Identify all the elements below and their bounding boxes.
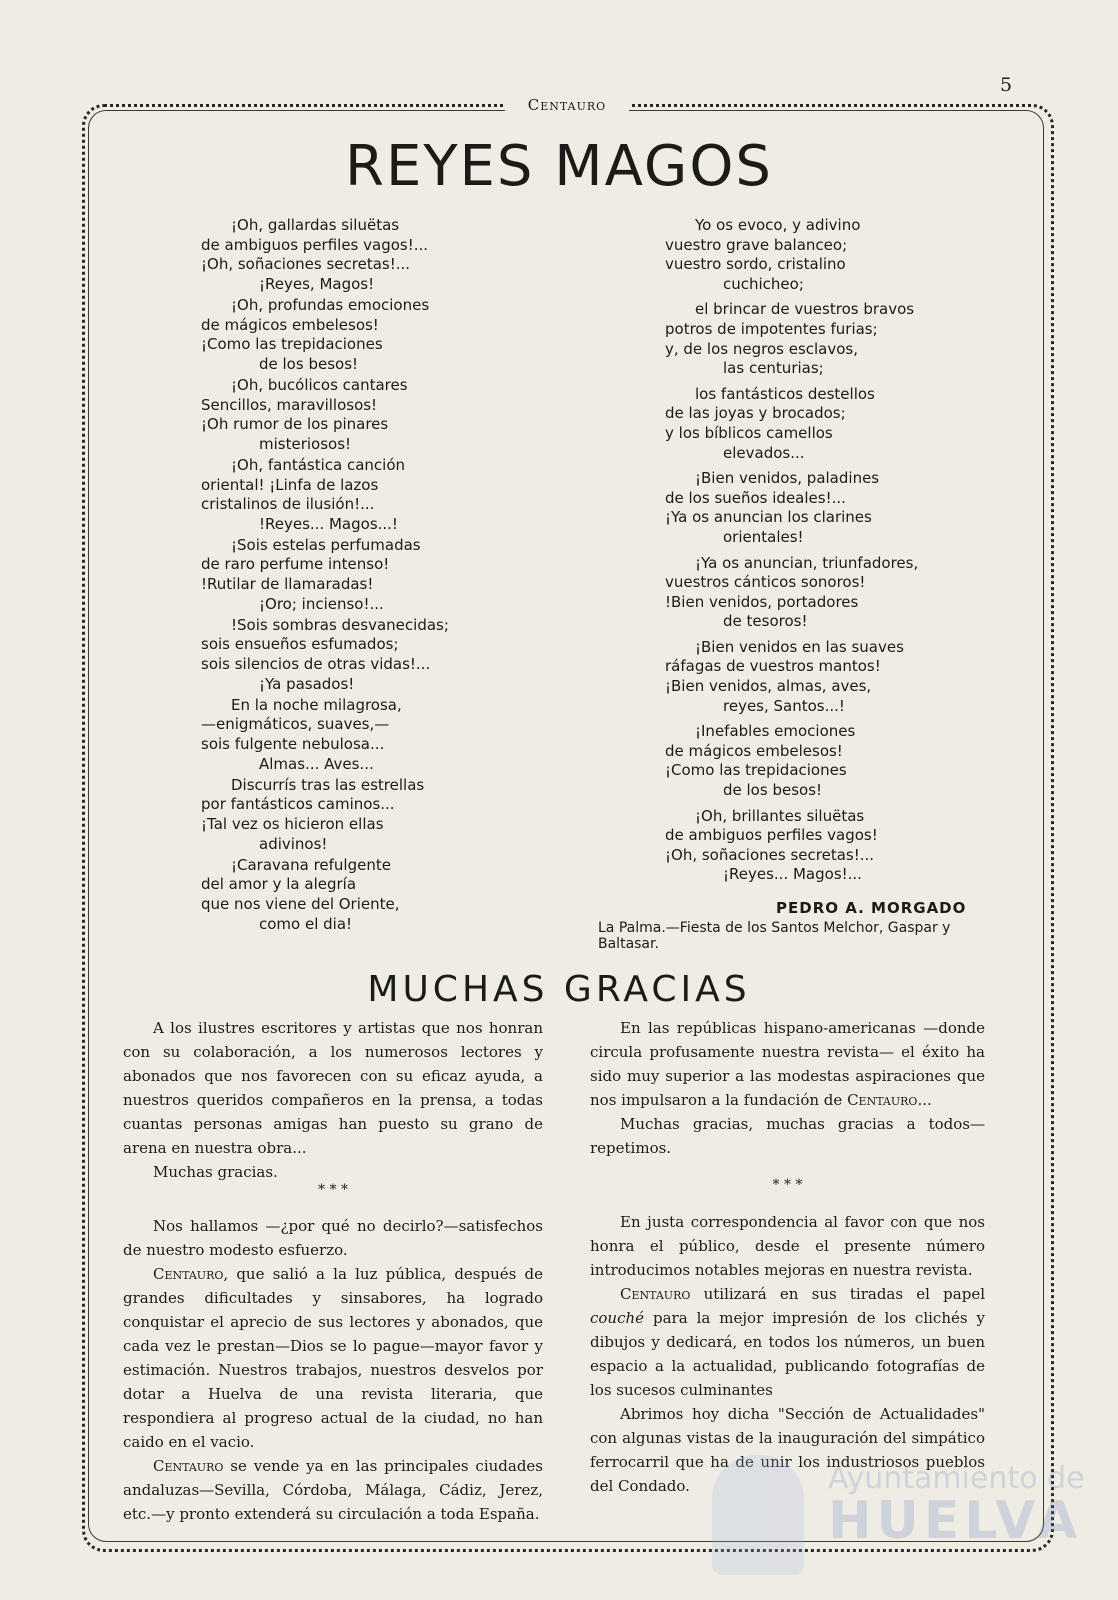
poem-line: ¡Oh, gallardas siluëtas (231, 216, 400, 234)
paragraph (590, 1016, 985, 1112)
poem-line: ráfagas de vuestros mantos! (665, 657, 881, 676)
poem-line: misteriosos! (259, 434, 352, 453)
paragraph: Nos hallamos —¿por qué no decirlo?—satisfechos de nuestro modesto esfuerzo. (123, 1217, 543, 1259)
emphasis-word: couché (590, 1309, 645, 1327)
poem-title: REYES MAGOS (345, 134, 773, 199)
poem-line: de los sueños ideales!... (665, 488, 846, 507)
poem-right-column (665, 216, 985, 891)
paragraph-text: se vende ya en las principales ciudades andaluzas—Sevilla, Córdoba, Málaga, Cádiz, Jerez, etc.—y pronto extenderá su circulación a toda España. (123, 1457, 543, 1523)
poem-line: !Bien venidos, portadores (665, 592, 859, 611)
paragraph-text: En las repúblicas hispano-americanas —donde circula profusamente nuestra revista— el éxito ha sido muy superior a las modestas aspiraciones que nos impulsaron a la fundación de (590, 1019, 985, 1109)
stanza (665, 638, 985, 716)
poem-line: ¡Oh, bucólicos cantares (231, 375, 408, 394)
poem-line: !Reyes... Magos...! (259, 514, 398, 533)
stanza (665, 216, 985, 294)
poem-line: ¡Oh, fantástica canción (231, 455, 406, 474)
paragraph: A los ilustres escritores y artistas que nos honran con su colaboración, a los numerosos lectores y abonados que nos favorecen con su eficaz ayuda, a nuestros queridos compañeros en la prensa, a todas cuantas personas amigas han puesto su grano de arena en nuestra obra... (123, 1019, 543, 1157)
poem-line: ¡Reyes... Magos!... (723, 865, 862, 884)
poem-line: de las joyas y brocados; (665, 404, 846, 423)
stanza (665, 554, 985, 632)
poem-line: orientales! (723, 527, 804, 546)
article-title: MUCHAS GRACIAS (367, 969, 751, 1010)
paragraph-text: , que salió a la luz pública, después de grandes dificultades y sinsabores, ha logrado conquistar el aprecio de sus lectores y abonados, que cada vez le prestan—Dios se lo pague—mayor favor y estimación. Nuestros trabajos, nuestros desvelos por dotar a Huelva de una revista literaria, que respondiera al progreso actual de la ciudad, no han caido en el vacio. (123, 1265, 543, 1451)
poem-line: ¡Oh, profundas emociones (231, 295, 430, 314)
paragraph (123, 1262, 543, 1454)
poem-line: ¡Bien venidos en las suaves (695, 637, 904, 656)
poem-line: vuestro grave balanceo; (665, 235, 848, 254)
poem-line: ¡Inefables emociones (695, 722, 856, 741)
article-left-column (123, 1016, 543, 1526)
page-number: 5 (1000, 74, 1013, 96)
poem-line: el brincar de vuestros bravos (695, 300, 915, 319)
paragraph: Muchas gracias. (153, 1163, 278, 1181)
paragraph: Muchas gracias, muchas gracias a todos—repetimos. (590, 1115, 985, 1157)
poem-line: elevados... (723, 443, 805, 462)
coat-of-arms-icon (712, 1455, 804, 1575)
stanza (201, 616, 461, 694)
stanza (201, 376, 461, 454)
poem-line: reyes, Santos...! (723, 696, 845, 715)
magazine-name: Centauro (153, 1457, 224, 1475)
stanza (201, 536, 461, 614)
poem-line: ¡Ya pasados! (259, 674, 355, 693)
running-head: Centauro (505, 96, 629, 114)
magazine-name: Centauro (847, 1091, 918, 1109)
poem-left-column (201, 216, 461, 936)
poem-line: ¡Sois estelas perfumadas (231, 535, 421, 554)
stanza (665, 807, 985, 885)
poem-line: sois silencios de otras vidas!... (201, 655, 431, 674)
poem-author: PEDRO A. MORGADO (776, 899, 967, 917)
poem-line: ¡Oh, soñaciones secretas!... (665, 845, 875, 864)
poem-line: ¡Ya os anuncian los clarines (665, 508, 872, 527)
poem-line: de ambiguos perfiles vagos! (665, 826, 878, 845)
stanza (665, 469, 985, 547)
poem-line: y los bíblicos camellos (665, 423, 833, 442)
poem-line: !Sois sombras desvanecidas; (231, 615, 449, 634)
poem-line: vuestro sordo, cristalino (665, 255, 846, 274)
paragraph: En justa correspondencia al favor con que nos honra el público, desde el presente número introducimos notables mejoras en nuestra revista. (590, 1213, 985, 1279)
poem-line: de tesoros! (723, 612, 808, 631)
poem-line: y, de los negros esclavos, (665, 339, 859, 358)
stanza (201, 216, 461, 294)
poem-line: Yo os evoco, y adivino (695, 216, 861, 234)
poem-line: como el dia! (259, 914, 353, 933)
poem-line: ¡Oh, soñaciones secretas!... (201, 255, 411, 274)
magazine-name: Centauro (153, 1265, 224, 1283)
poem-line: cristalinos de ilusión!... (201, 495, 375, 514)
poem-line: ¡Oh, brillantes siluëtas (695, 806, 865, 825)
poem-line: que nos viene del Oriente, (201, 894, 400, 913)
poem-line: ¡Ya os anuncian, triunfadores, (695, 553, 919, 572)
poem-line: adivinos! (259, 834, 328, 853)
stanza (201, 456, 461, 534)
poem-line: de raro perfume intenso! (201, 555, 390, 574)
paragraph-text: para la mejor impresión de los clichés y dibujos y dedicará, en todos los números, un buen espacio a la actualidad, publicando fotografías de los sucesos culminantes (590, 1309, 985, 1399)
poem-line: ¡Oro; incienso!... (259, 594, 384, 613)
poem-line: de los besos! (723, 781, 823, 800)
poem-line: potros de impotentes furias; (665, 319, 878, 338)
poem-line: de mágicos embelesos! (201, 315, 379, 334)
poem-place-date: La Palma.—Fiesta de los Santos Melchor, Gaspar y Baltasar. (598, 920, 951, 952)
watermark-line1: Ayuntamiento de (828, 1461, 1085, 1496)
asterism: * * * (772, 1177, 803, 1193)
stanza (665, 722, 985, 800)
paragraph (123, 1454, 543, 1526)
stanza (665, 385, 985, 463)
poem-line: de mágicos embelesos! (665, 741, 843, 760)
poem-line: Sencillos, maravillosos! (201, 395, 378, 414)
poem-line: ¡Como las trepidaciones (665, 761, 847, 780)
paragraph (590, 1282, 985, 1402)
poem-line: por fantásticos caminos... (201, 795, 395, 814)
stanza (201, 696, 461, 774)
poem-line: los fantásticos destellos (695, 384, 875, 403)
poem-line: sois fulgente nebulosa... (201, 735, 385, 753)
stanza (201, 296, 461, 374)
asterism: * * * (318, 1182, 348, 1198)
stanza (665, 300, 985, 378)
magazine-name: Centauro (620, 1285, 691, 1303)
paragraph: Abrimos hoy dicha "Sección de Actualidades" con algunas vistas de la inauguración del simpático ferrocarril que ha de unir los industriosos pueblos del Condado. (590, 1405, 985, 1495)
stanza (201, 856, 461, 934)
poem-line: cuchicheo; (723, 274, 804, 293)
paragraph-text: ... (917, 1091, 932, 1109)
stanza (201, 776, 461, 854)
poem-line: !Rutilar de llamaradas! (201, 575, 374, 594)
poem-line: sois ensueños esfumados; (201, 635, 399, 654)
poem-line: de los besos! (259, 354, 359, 373)
poem-line: oriental! ¡Linfa de lazos (201, 475, 379, 494)
poem-line: ¡Bien venidos, almas, aves, (665, 677, 872, 696)
poem-line: Almas... Aves... (259, 754, 374, 773)
poem-line: ¡Tal vez os hicieron ellas (201, 814, 384, 833)
poem-line: del amor y la alegría (201, 875, 357, 894)
paragraph-text: utilizará en sus tiradas el papel (690, 1285, 985, 1303)
poem-line: ¡Caravana refulgente (231, 855, 391, 874)
poem-line: ¡Reyes, Magos! (259, 274, 375, 293)
poem-line: ¡Como las trepidaciones (201, 335, 383, 354)
poem-line: Discurrís tras las estrellas (231, 775, 425, 794)
poem-line: —enigmáticos, suaves,— (201, 715, 390, 734)
poem-line: de ambiguos perfiles vagos!... (201, 235, 429, 254)
poem-line: ¡Bien venidos, paladines (695, 469, 880, 488)
poem-line: En la noche milagrosa, (231, 695, 402, 714)
poem-line: las centurias; (723, 359, 824, 378)
article-right-column (590, 1016, 985, 1498)
watermark-line2: HUELVA (828, 1491, 1083, 1551)
poem-line: ¡Oh rumor de los pinares (201, 415, 389, 434)
poem-line: vuestros cánticos sonoros! (665, 573, 866, 592)
